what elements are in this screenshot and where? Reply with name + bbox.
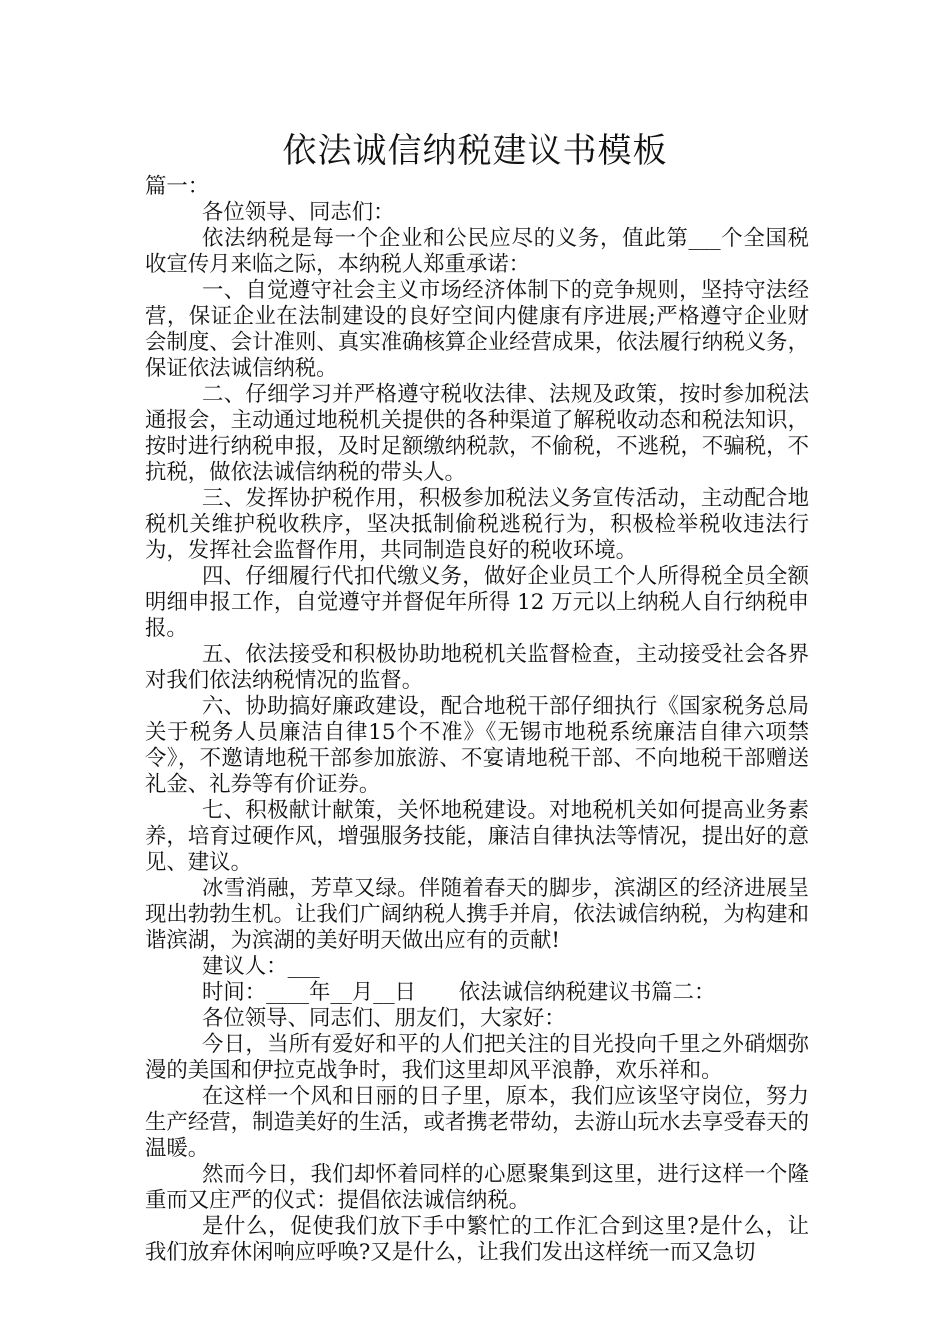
- paragraph: 建议人：___: [202, 954, 320, 979]
- paragraph: 各位领导、同志们、朋友们，大家好：: [202, 1006, 566, 1031]
- paragraph: 七、积极献计献策，关怀地税建设。对地税机关如何提高业务素养，培育过硬作风，增强服务技能，廉洁自律执法等情况，提出好的意见、建议。: [145, 798, 809, 875]
- paragraph: 各位领导、同志们：: [202, 200, 395, 225]
- paragraph: 时间：____年__月__日 依法诚信纳税建议书篇二：: [202, 980, 716, 1005]
- paragraph: 依法纳税是每一个企业和公民应尽的义务，值此第___个全国税收宣传月来临之际，本纳税人郑重承诺：: [145, 226, 809, 277]
- paragraph: 一、自觉遵守社会主义市场经济体制下的竞争规则，坚持守法经营，保证企业在法制建设的良好空间内健康有序进展;严格遵守企业财会制度、会计准则、真实准确核算企业经营成果，依法履行纳税义务，保证依法诚信纳税。: [145, 278, 809, 381]
- paragraph: 是什么，促使我们放下手中繁忙的工作汇合到这里?是什么，让我们放弃休闲响应呼唤?又是什么，让我们发出这样统一而又急切: [145, 1214, 809, 1265]
- paragraph: 三、发挥协护税作用，积极参加税法义务宣传活动，主动配合地税机关维护税收秩序，坚决抵制偷税逃税行为，积极检举税收违法行为，发挥社会监督作用，共同制造良好的税收环境。: [145, 486, 809, 563]
- document-body: [145, 174, 809, 1266]
- paragraph: 在这样一个风和日丽的日子里，原本，我们应该坚守岗位，努力生产经营，制造美好的生活，或者携老带幼，去游山玩水去享受春天的温暖。: [145, 1084, 809, 1161]
- paragraph: 二、仔细学习并严格遵守税收法律、法规及政策，按时参加税法通报会，主动通过地税机关提供的各种渠道了解税收动态和税法知识，按时进行纳税申报，及时足额缴纳税款，不偷税，不逃税，不骗税，不抗税，做依法诚信纳税的带头人。: [145, 382, 809, 485]
- paragraph: 六、协助搞好廉政建设，配合地税干部仔细执行《国家税务总局关于税务人员廉洁自律15个不准》《无锡市地税系统廉洁自律六项禁令》，不邀请地税干部参加旅游、不宴请地税干部、不向地税干部赠送礼金、礼券等有价证券。: [145, 694, 809, 797]
- paragraph: 五、依法接受和积极协助地税机关监督检查，主动接受社会各界对我们依法纳税情况的监督。: [145, 642, 809, 693]
- paragraph: 四、仔细履行代扣代缴义务，做好企业员工个人所得税全员全额明细申报工作，自觉遵守并督促年所得 12 万元以上纳税人自行纳税申报。: [145, 564, 809, 641]
- paragraph: 篇一：: [145, 174, 210, 199]
- document-title: 依法诚信纳税建议书模板: [282, 131, 668, 171]
- paragraph: 然而今日，我们却怀着同样的心愿聚集到这里，进行这样一个隆重而又庄严的仪式：提倡依法诚信纳税。: [145, 1162, 809, 1213]
- paragraph: 冰雪消融，芳草又绿。伴随着春天的脚步，滨湖区的经济进展呈现出勃勃生机。让我们广阔纳税人携手并肩，依法诚信纳税，为构建和谐滨湖，为滨湖的美好明天做出应有的贡献!: [145, 876, 809, 953]
- paragraph: 今日，当所有爱好和平的人们把关注的目光投向千里之外硝烟弥漫的美国和伊拉克战争时，我们这里却风平浪静，欢乐祥和。: [145, 1032, 809, 1083]
